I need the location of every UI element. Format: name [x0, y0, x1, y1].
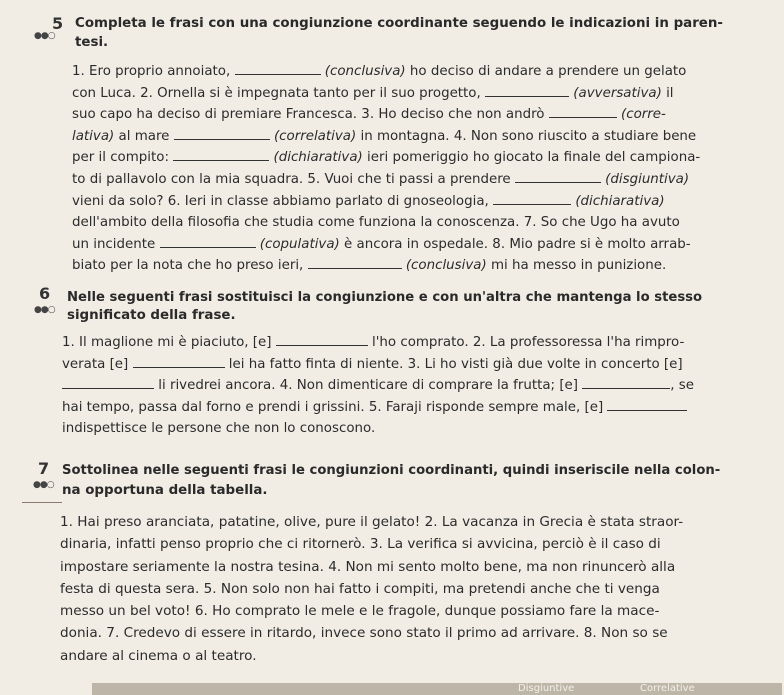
difficulty-dots-icon: ●●○ [34, 305, 55, 315]
text-line: per il compito: (dichiarativa) ieri pomeriggio ho giocato la finale del campiona- [72, 147, 732, 169]
exercise-heading: Nelle seguenti frasi sostituisci la congiunzione e con un'altra che mantenga lo stesso [67, 290, 703, 305]
text-line: indispettisce le persone che non lo conoscono. [62, 421, 376, 437]
exercise-number: 5 [52, 14, 64, 33]
text-line: li rivedrei ancora. 4. Non dimenticare di comprare la frutta; [e] , se [62, 375, 732, 397]
exercise-heading: Completa le frasi con una congiunzione coordinante seguendo le indicazioni in paren- [75, 16, 723, 31]
exercise-heading-cont: significato della frase. [67, 308, 236, 323]
text-line: suo capo ha deciso di premiare Francesca. 3. Ho deciso che non andrò (corre- [72, 104, 732, 126]
text-line: dinaria, infatti penso proprio che ci ritornerò. 3. La verifica si avvicina, perciò è il caso di [60, 536, 661, 553]
text-line: un incidente (copulativa) è ancora in ospedale. 8. Mio padre si è molto arrab- [72, 234, 732, 256]
exercise-body [72, 61, 732, 277]
exercise-heading: Sottolinea nelle seguenti frasi le congiunzioni coordinanti, quindi inseriscile nella colon- [62, 463, 721, 478]
answer-blank[interactable] [174, 126, 270, 140]
text-line: con Luca. 2. Ornella si è impegnata tanto per il suo progetto, (avversativa) il [72, 83, 732, 105]
exercise-body [60, 511, 750, 667]
text-line: 1. Hai preso aranciata, patatine, olive, pure il gelato! 2. La vacanza in Grecia è stata straor- [60, 514, 684, 530]
text-line: verata [e] lei ha fatto finta di niente. 3. Li ho visti già due volte in concerto [e] [62, 354, 732, 376]
text-line: to di pallavolo con la mia squadra. 5. Vuoi che ti passi a prendere (disgiuntiva) [72, 169, 732, 191]
text-line: messo un bel voto! 6. Ho comprato le mele e le fragole, dunque possiamo fare la mace- [60, 603, 660, 620]
text-line: vieni da solo? 6. Ieri in classe abbiamo parlato di gnoseologia, (dichiarativa) [72, 191, 732, 213]
answer-blank[interactable] [308, 255, 402, 269]
answer-blank[interactable] [485, 83, 569, 97]
answer-blank[interactable] [62, 375, 154, 389]
exercise-heading-cont: tesi. [75, 35, 109, 50]
answer-blank[interactable] [173, 147, 269, 161]
exercise-number: 7 [38, 459, 50, 478]
table-header-correlative: Correlative [640, 683, 695, 694]
text-line: dell'ambito della filosofia che studia come funziona la conoscenza. 7. So che Ugo ha avuto [72, 215, 680, 231]
answer-blank[interactable] [276, 332, 368, 346]
answer-blank[interactable] [549, 104, 617, 118]
text-line: 1. Il maglione mi è piaciuto, [e] l'ho comprato. 2. La professoressa l'ha rimpro- [62, 332, 732, 354]
text-line: lativa) al mare (correlativa) in montagna. 4. Non sono riuscito a studiare bene [72, 126, 732, 148]
text-line: 1. Ero proprio annoiato, (conclusiva) ho deciso di andare a prendere un gelato [72, 61, 732, 83]
text-line: donia. 7. Credevo di essere in ritardo, invece sono stato il primo ad arrivare. 8. Non so se [60, 625, 668, 642]
table-header-disgiuntive: Disgiuntive [518, 683, 575, 694]
text-line: biato per la nota che ho preso ieri, (conclusiva) mi ha messo in punizione. [72, 255, 732, 277]
exercise-body [62, 332, 732, 440]
answer-blank[interactable] [493, 191, 571, 205]
answer-blank[interactable] [235, 61, 321, 75]
text-line: impostare seriamente la nostra tesina. 4. Non mi sento molto bene, ma non rinuncerò alla [60, 558, 676, 575]
difficulty-dots-icon: ●●○ [33, 480, 54, 490]
decorative-rule [22, 502, 62, 503]
answer-blank[interactable] [133, 354, 225, 368]
exercise-number: 6 [39, 284, 51, 303]
text-line: hai tempo, passa dal forno e prendi i grissini. 5. Faraji risponde sempre male, [e] [62, 397, 732, 419]
difficulty-dots-icon: ●●○ [34, 31, 55, 41]
answer-blank[interactable] [160, 234, 256, 248]
answer-blank[interactable] [515, 169, 601, 183]
exercise-heading-cont: na opportuna della tabella. [62, 483, 268, 498]
text-line: andare al cinema o al teatro. [60, 647, 257, 664]
answer-blank[interactable] [582, 375, 670, 389]
answer-blank[interactable] [607, 397, 687, 411]
text-line: festa di questa sera. 5. Non solo non hai fatto i compiti, ma pretendi anche che ti venga [60, 580, 660, 597]
